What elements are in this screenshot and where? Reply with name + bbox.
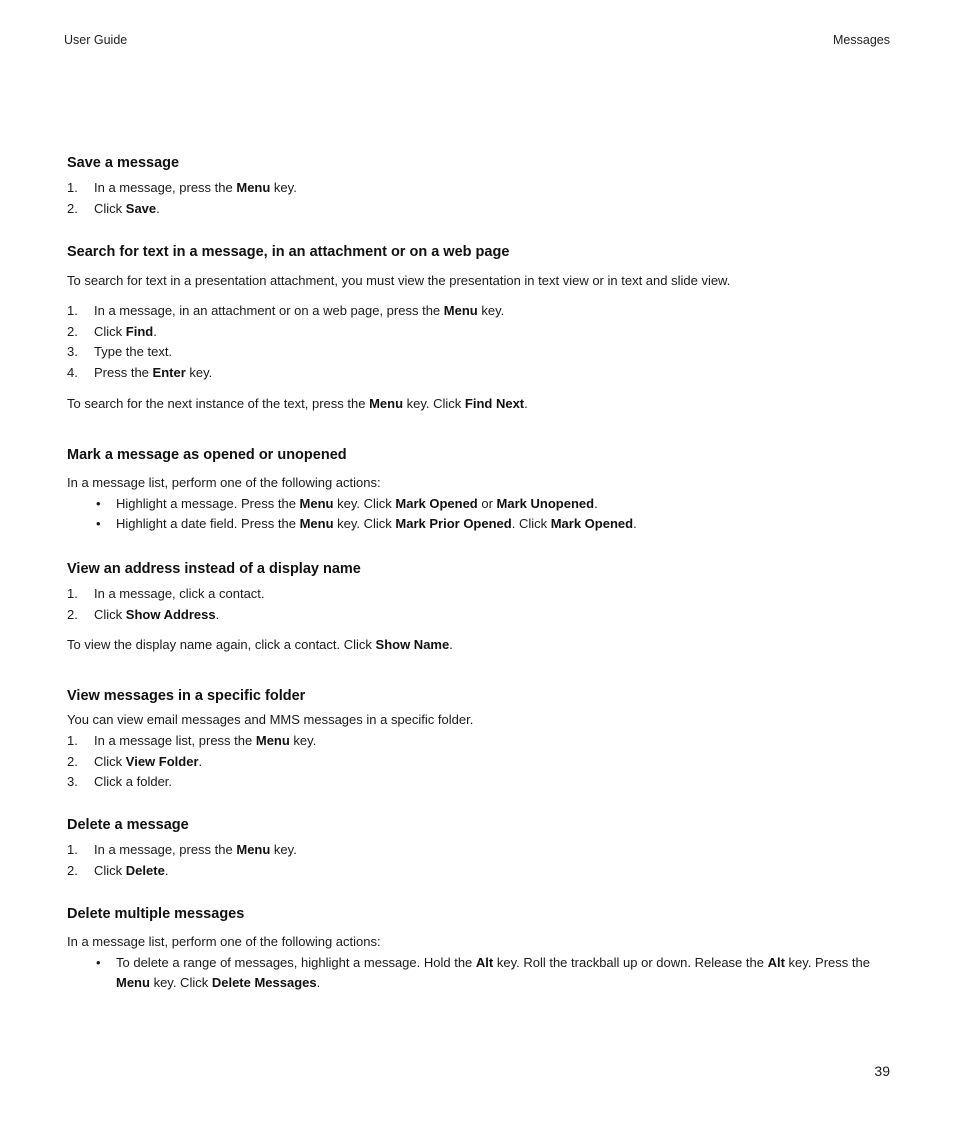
section-title: View an address instead of a display name xyxy=(67,561,361,577)
section-intro: In a message list, perform one of the following actions: xyxy=(67,934,381,949)
steps-list xyxy=(67,840,897,881)
section-note: To search for the next instance of the text, press the Menu key. Click Find Next. xyxy=(67,395,528,411)
step-item: 3. Click a folder. xyxy=(67,774,173,790)
step-item: 1. In a message, click a contact. xyxy=(67,586,265,601)
section-save-message xyxy=(67,153,897,219)
steps-list xyxy=(67,584,897,625)
bullet-item: • To delete a range of messages, highlight a message. Hold the Alt key. Roll the trackball up or down. Release the Alt key. Press the Menu key. Click Delete Messages. xyxy=(96,953,897,992)
step-item: 2. Click View Folder. xyxy=(67,753,203,769)
steps-list xyxy=(67,178,897,219)
bullet-list xyxy=(67,494,897,533)
page-number: 39 xyxy=(874,1063,890,1079)
running-header-left: User Guide xyxy=(64,33,128,47)
step-item: 4. Press the Enter key. xyxy=(67,365,213,381)
section-title: Mark a message as opened or unopened xyxy=(67,447,347,463)
step-item: 1. In a message list, press the Menu key. xyxy=(67,733,317,748)
section-title: Search for text in a message, in an attachment or on a web page xyxy=(67,244,510,260)
section-view-folder xyxy=(67,686,897,793)
step-item: 2. Click Show Address. xyxy=(67,606,220,622)
section-intro: You can view email messages and MMS messages in a specific folder. xyxy=(67,712,474,727)
step-item: 3. Type the text. xyxy=(67,344,173,360)
steps-list xyxy=(67,301,897,384)
step-item: 1. In a message, press the Menu key. xyxy=(67,180,297,195)
bullet-list xyxy=(67,953,897,992)
step-item: 2. Click Find. xyxy=(67,323,157,339)
section-delete-multiple xyxy=(67,904,897,992)
steps-list xyxy=(67,731,897,793)
step-item: 2. Click Delete. xyxy=(67,862,169,878)
step-item: 1. In a message, in an attachment or on a web page, press the Menu key. xyxy=(67,303,505,318)
section-note: To view the display name again, click a contact. Click Show Name. xyxy=(67,637,453,653)
section-title: Delete a message xyxy=(67,817,189,833)
running-header-right: Messages xyxy=(833,33,890,47)
bullet-item: • Highlight a date field. Press the Menu key. Click Mark Prior Opened. Click Mark Opened. xyxy=(96,514,897,534)
bullet-item: • Highlight a message. Press the Menu key. Click Mark Opened or Mark Unopened. xyxy=(96,494,897,514)
section-title: Delete multiple messages xyxy=(67,906,245,922)
step-item: 2. Click Save. xyxy=(67,200,160,216)
section-intro: To search for text in a presentation attachment, you must view the presentation in text view or in text and slide view. xyxy=(67,273,731,288)
step-item: 1. In a message, press the Menu key. xyxy=(67,842,297,857)
section-mark-opened xyxy=(67,445,897,533)
section-view-address xyxy=(67,559,897,655)
section-search-text xyxy=(67,242,897,414)
section-intro: In a message list, perform one of the following actions: xyxy=(67,475,381,490)
section-delete-message xyxy=(67,815,897,881)
section-title: Save a message xyxy=(67,155,180,171)
section-title: View messages in a specific folder xyxy=(67,688,306,704)
